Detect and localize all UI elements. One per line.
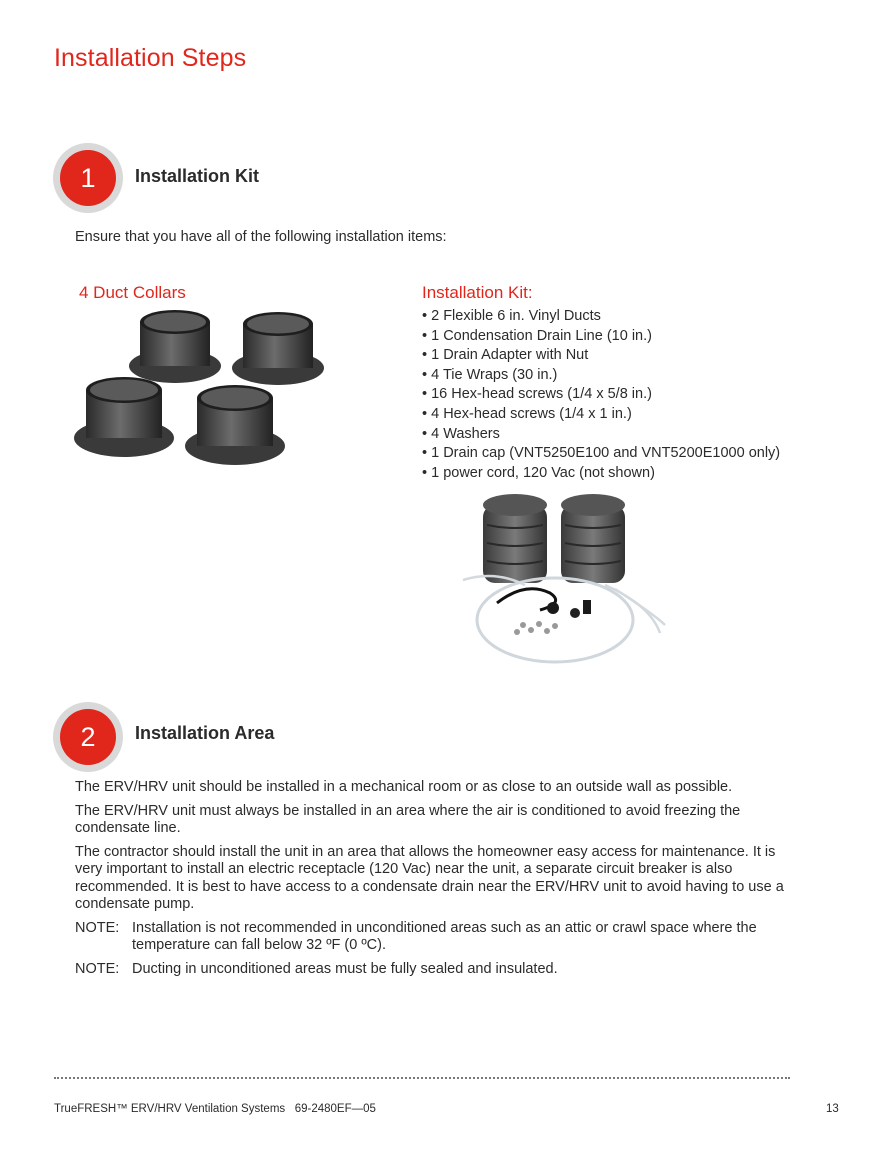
- step-1-intro: Ensure that you have all of the following installation items:: [75, 229, 447, 245]
- flexible-duct: [561, 494, 625, 583]
- duct-collars-heading: 4 Duct Collars: [79, 283, 186, 302]
- kit-item: • 1 power cord, 120 Vac (not shown): [422, 464, 780, 484]
- installation-kit-image: [455, 485, 675, 675]
- step-2-number: 2: [60, 709, 116, 765]
- drain-adapter-nut: [583, 600, 591, 614]
- tie-wrap: [615, 589, 665, 625]
- step-2-badge: [53, 702, 123, 772]
- step-2-body: [75, 779, 797, 984]
- kit-item: • 1 Drain cap (VNT5250E100 and VNT5200E1000 only): [422, 444, 780, 464]
- paragraph: The ERV/HRV unit must always be installed in an area where the air is conditioned to avoid freezing the condensate line.: [75, 802, 741, 836]
- kit-item: • 4 Washers: [422, 425, 780, 445]
- installation-kit-list: [422, 307, 780, 483]
- note: [75, 961, 797, 979]
- step-1-badge: [53, 143, 123, 213]
- step-1-title: Installation Kit: [135, 166, 260, 186]
- drain-line: [477, 578, 633, 662]
- duct-collars-image: [70, 310, 335, 480]
- screws: [514, 621, 558, 635]
- duct-collar: [74, 377, 174, 457]
- duct-collar: [185, 385, 285, 465]
- kit-item: • 16 Hex-head screws (1/4 x 5/8 in.): [422, 385, 780, 405]
- page-title: Installation Steps: [54, 44, 247, 72]
- step-2-title: Installation Area: [135, 723, 275, 743]
- note-text: Installation is not recommended in unconditioned areas such as an attic or crawl space where the temperature can fall below 32 ºF (0 ºC).: [132, 919, 757, 953]
- paragraph: The contractor should install the unit in an area that allows the homeowner easy access for maintenance. It is very important to install an electric receptacle (120 Vac) near the unit, a separate circuit breaker is also recommended. It is best to have access to a condensate drain near the ERV/HRV unit to avoid having to use a condensate pump.: [75, 843, 784, 912]
- kit-item: • 1 Condensation Drain Line (10 in.): [422, 327, 780, 347]
- footer-divider: [54, 1077, 790, 1079]
- paragraph: The ERV/HRV unit should be installed in a mechanical room or as close to an outside wall as possible.: [75, 779, 733, 795]
- drain-adapter: [547, 602, 559, 614]
- flexible-duct: [483, 494, 547, 583]
- kit-item: • 1 Drain Adapter with Nut: [422, 346, 780, 366]
- kit-item: • 4 Hex-head screws (1/4 x 1 in.): [422, 405, 780, 425]
- duct-collar: [129, 310, 221, 383]
- step-1-number: 1: [60, 150, 116, 206]
- kit-item: • 4 Tie Wraps (30 in.): [422, 366, 780, 386]
- kit-item: • 2 Flexible 6 in. Vinyl Ducts: [422, 307, 780, 327]
- power-cord: [497, 589, 556, 610]
- duct-collar: [232, 312, 324, 385]
- installation-kit-heading: Installation Kit:: [422, 283, 533, 302]
- footer-document-title: TrueFRESH™ ERV/HRV Ventilation Systems 69-2480EF—05: [54, 1103, 376, 1115]
- note-label: NOTE:: [75, 919, 120, 936]
- note-text: Ducting in unconditioned areas must be fully sealed and insulated.: [132, 960, 558, 977]
- note-label: NOTE:: [75, 960, 120, 977]
- note: [75, 920, 797, 955]
- drain-cap: [570, 608, 580, 618]
- page-number: 13: [826, 1103, 839, 1115]
